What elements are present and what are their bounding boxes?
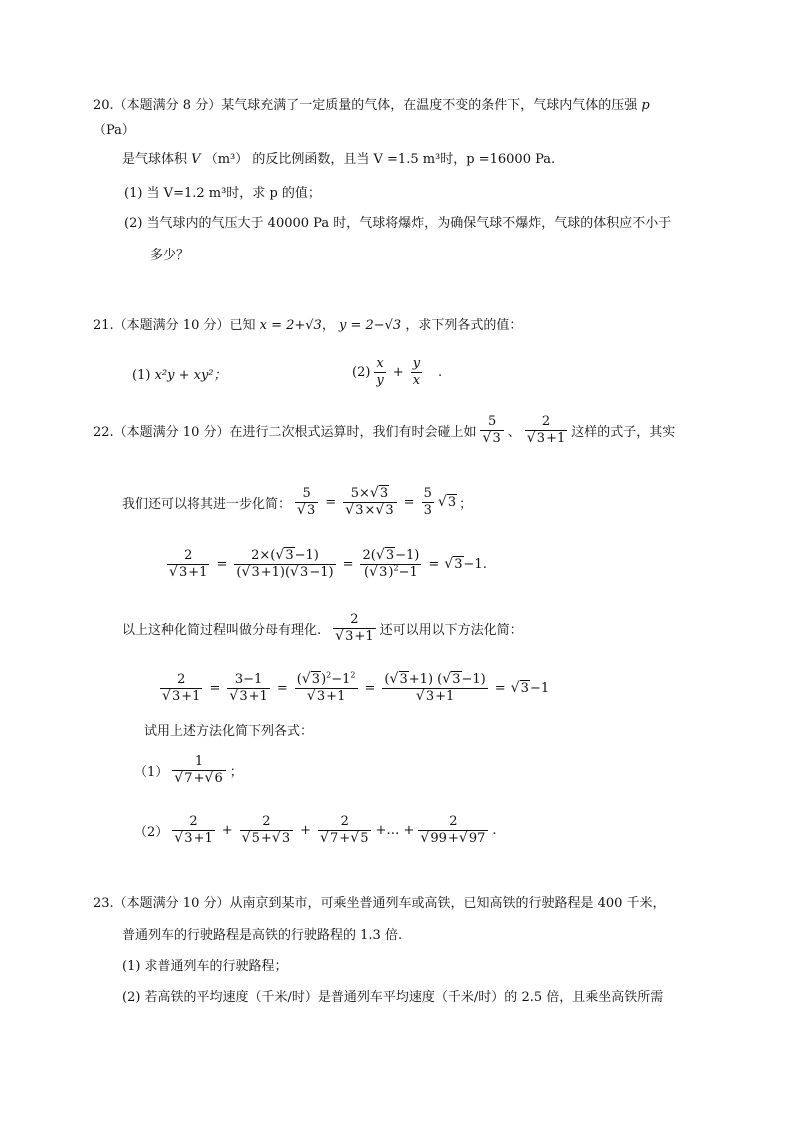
q23-line1: 23.（本题满分 10 分）从南京到某市，可乘坐普通列车或高铁，已知高铁的行驶路程是 400 千米， — [93, 896, 666, 911]
frac-1-sqrt7-sqrt6: 1 √ 7+√ 6 — [172, 754, 225, 787]
q20-line2-b: 的反比例函数，且当 V =1.5 m³时，p =16000 Pa. — [252, 152, 556, 167]
q23-sub2: (2) 若高铁的平均速度（千米/时）是普通列车平均速度（千米/时）的 2.5 倍，且乘坐高铁所需 — [122, 990, 664, 1005]
fraction-y-over-x: $\frac{y}{x}$ — [412, 356, 421, 388]
sqrt3-result: √ 3 — [438, 495, 457, 510]
q22-sub1-label: （1） — [134, 765, 169, 780]
q22-sub2-label: （2） — [134, 825, 169, 840]
q20-line2 — [122, 150, 555, 170]
q21-sub1-expr: x²y + xy²； — [154, 368, 227, 383]
q22-line1 — [93, 414, 675, 447]
fraction-a: 5 √ 3 — [295, 486, 318, 519]
q21-sub1-label: (1) — [132, 368, 151, 383]
q21-sub2-tail: . — [438, 365, 443, 380]
q21-sub2-label: (2) — [352, 365, 371, 380]
q22-line1-a: 22.（本题满分 10 分）在进行二次根式运算时，我们有时会碰上如 — [93, 425, 477, 440]
q22-line1-c: 这样的式子，其实 — [571, 425, 676, 440]
q22-line3-equation: 2 √ 3+1 = $\frac{2\times(√ 3-1)}{(√ 3+1)(√ 3-1)}$ = $\frac{2(√ 3-1)}{(√ 3)^2-1}$ = √ 3−1. — [165, 548, 487, 581]
fraction-5-over-sqrt3: 5 √ 3 — [480, 414, 503, 447]
q20-v-symbol: V — [191, 152, 201, 167]
q22-line4-text: 以上这种化简过程叫做分母有理化. — [122, 623, 322, 638]
fraction-2-over-sqrt3-plus-1: 2 √ 3+1 — [525, 414, 567, 447]
q21-sub1 — [132, 366, 227, 386]
q20-line2-a: 是气球体积 — [122, 152, 188, 167]
q22-line4-b: 还可以用以下方法化简： — [379, 623, 523, 638]
q23-line2: 普通列车的行驶路程是高铁的行驶路程的 1.3 倍. — [122, 928, 403, 943]
q20-line1-text: 20.（本题满分 8 分）某气球充满了一定质量的气体，在温度不变的条件下，气球内气体的压强 — [93, 98, 638, 113]
frac-2-sqrt3p1-b: 2 √ 3+1 — [333, 612, 375, 645]
frac-s1: 2 √ 3+1 — [172, 814, 214, 847]
q21-y-equation: y = 2−√3 — [338, 318, 402, 333]
frac-3m1: 3−1 √ 3+1 — [227, 672, 269, 705]
q22-line4 — [122, 612, 523, 645]
q21-x-equation: x = 2+√3 — [259, 318, 322, 333]
q22-line2: 我们还可以将其进一步化简： 5 √ 3 = 5×√ 3 √ 3×√ 3 = $\frac{5}{3}$ √ 3 ； — [122, 486, 472, 519]
q20-p-symbol: p — [641, 98, 650, 113]
result-sqrt3-minus-1-b: √ 3−1 — [511, 681, 549, 696]
frac-2-sqrt3p1: 2 √ 3+1 — [167, 548, 209, 581]
q22-line5-equation: 2 √ 3+1 = 3−1 √ 3+1 = (√ $3)^2-1^2$ √ 3+1 = (√ 3+1) (√ 3−1) √ 3+1 = √ 3−1 — [158, 672, 549, 705]
q20-sub2-cont: 多少？ — [150, 248, 190, 263]
q20-line1 — [93, 96, 650, 116]
q22-sub1: （1） 1 √ 7+√ 6 ； — [134, 754, 243, 787]
frac-2-sqrt3p1-c: 2 √ 3+1 — [160, 672, 202, 705]
q20-m3-unit: （m³） — [204, 152, 249, 167]
frac-factored: (√ 3+1) (√ 3−1) √ 3+1 — [382, 672, 487, 705]
q22-sub2: （2） 2 √ 3+1 + 2 √ 5+√ 3 + 2 √ 7+√ 5 +… + 2 √ 99+√ 97 . — [134, 814, 497, 847]
ellipsis: +… + — [375, 823, 415, 838]
q20-sub2: (2) 当气球内的气压大于 40000 Pa 时，气球将爆炸，为确保气球不爆炸，气球的体积应不小于 — [124, 216, 672, 231]
q20-pa-unit: （Pa） — [93, 123, 135, 138]
frac-s2: 2 √ 5+√ 3 — [240, 814, 293, 847]
fraction-b: 5×√ 3 √ 3×√ 3 — [343, 486, 396, 519]
q21-line1-a: 21.（本题满分 10 分）已知 — [93, 318, 256, 333]
q21-line1: 21.（本题满分 10 分）已知 x = 2+√3， y = 2−√3 ，求下列各式的值： — [93, 318, 523, 333]
q22-line1-sep: 、 — [507, 425, 521, 440]
q22-line2-text: 我们还可以将其进一步化简： — [122, 497, 292, 512]
frac-s-last: 2 √ 99+√ 97 — [418, 814, 488, 847]
frac-expand: $\frac{2\times(√ 3-1)}{(√ 3+1)(√ 3-1)}$ — [234, 548, 335, 581]
fraction-c: $\frac{5}{3}$ — [423, 486, 432, 518]
q21-sub2: (2) $\frac{x}{y}$ + $\frac{y}{x}$ . — [352, 356, 443, 388]
fraction-x-over-y: $\frac{x}{y}$ — [376, 356, 384, 388]
frac-square: $\frac{2(√ 3-1)}{(√ 3)^2-1}$ — [360, 548, 421, 581]
q23-sub1: (1) 求普通列车的行驶路程； — [122, 959, 288, 974]
frac-squares: (√ $3)^2-1^2$ √ 3+1 — [295, 672, 358, 705]
q22-line6: 试用上述方法化简下列各式： — [144, 724, 314, 739]
result-sqrt3-minus-1: √ 3−1. — [444, 557, 487, 572]
frac-s3: 2 √ 7+√ 5 — [318, 814, 371, 847]
q21-line1-b: ，求下列各式的值： — [405, 318, 523, 333]
q20-sub1: (1) 当 V=1.2 m³时，求 p 的值； — [124, 186, 321, 201]
